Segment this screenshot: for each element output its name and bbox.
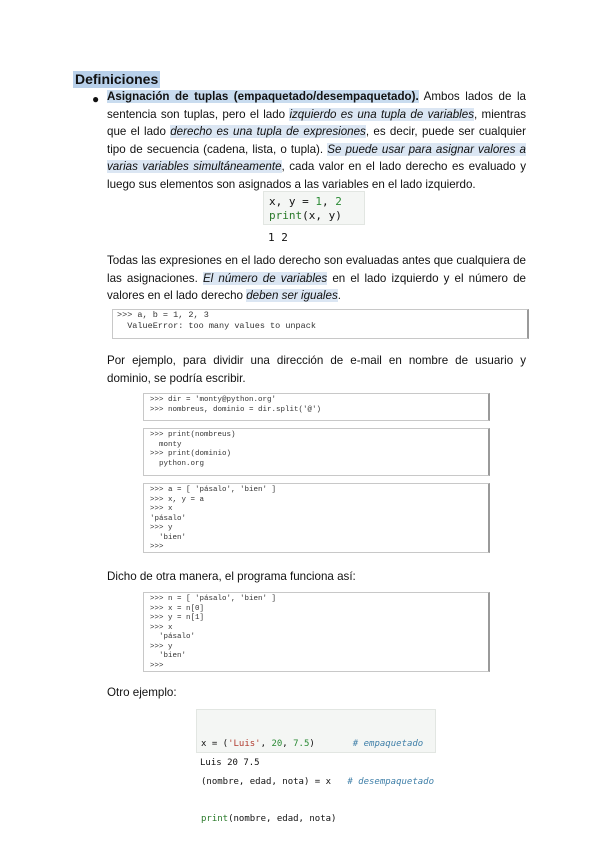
- code-output: 1 2: [268, 231, 288, 244]
- code-token: print: [269, 209, 303, 222]
- text-run: , mientras que el lado: [107, 107, 526, 138]
- code-box-list-unpack: [143, 483, 490, 553]
- code-token: 'Luis': [228, 739, 261, 749]
- highlight-left-side: izquierdo es una tupla de variables: [289, 107, 475, 121]
- code-line: >>> print(nombreus): [150, 431, 236, 439]
- code-line: ValueError: too many values to unpack: [117, 320, 316, 331]
- code-token: x, y: [269, 195, 296, 208]
- code-token: 7.5: [293, 739, 310, 749]
- code-token: print: [201, 814, 229, 824]
- code-box-split: [143, 393, 490, 421]
- paragraph-email-example: Por ejemplo, para dividir una dirección de e-mail en nombre de usuario y dominio, se podría escribir.: [107, 354, 526, 385]
- code-line: >>> a, b = 1, 2, 3: [117, 310, 209, 320]
- code-line: >>> x: [150, 505, 173, 513]
- paragraph-another-example: Otro ejemplo:: [107, 686, 177, 699]
- code-line: >>> print(dominio): [150, 450, 232, 458]
- code-snippet-tuple: [263, 191, 365, 225]
- code-token: (x, y): [302, 209, 342, 222]
- code-token: (nombre, edad, nota) = x: [201, 776, 348, 787]
- code-line: >>> x = n[0]: [150, 604, 205, 613]
- code-token: 2: [335, 195, 342, 208]
- code-token: 1: [315, 195, 322, 208]
- error-example-box: [112, 309, 529, 339]
- code-line: >>> y: [150, 524, 173, 532]
- code-box-print: [143, 428, 490, 476]
- code-line: [201, 738, 435, 751]
- code-token: ,: [322, 195, 336, 208]
- code-token: x = (: [201, 739, 229, 749]
- text-run: .: [337, 289, 341, 302]
- paragraph-otherwise: Dicho de otra manera, el programa funciona así:: [107, 570, 356, 583]
- section-heading: Definiciones: [75, 71, 159, 87]
- code-line: 'bien': [150, 652, 187, 660]
- code-line: python.org: [150, 459, 205, 468]
- code-line: >>> x: [150, 623, 173, 632]
- text-run: en el lado izquierdo y el número de valores en el lado derecho: [107, 271, 527, 302]
- text-run: Ambos lados de la sentencia son tuplas, pero el lado: [107, 90, 526, 121]
- code-line: >>> dir = 'monty@python.org': [150, 396, 277, 404]
- paragraph-evaluation: [107, 252, 526, 305]
- highlight-num-variables: El número de variables: [202, 271, 328, 285]
- code-box-index-assign: [143, 592, 490, 672]
- code-token: =: [295, 195, 316, 208]
- code-line: >>> x, y = a: [150, 495, 205, 504]
- bullet-marker: ●: [92, 92, 100, 106]
- code-comment: # empaquetado: [352, 739, 424, 749]
- paragraph-tuple-assignment: [107, 88, 526, 193]
- code-token: (nombre, edad, nota): [228, 814, 337, 824]
- code-token: ): [309, 739, 353, 749]
- code-line: >>>: [150, 661, 164, 670]
- highlight-multiple-assign: Se puede usar para asignar valores a varias variables simultáneamente: [107, 142, 526, 173]
- code-token: ,: [282, 739, 294, 749]
- code-snippet-pack-unpack: [196, 709, 436, 824]
- code-line: >>> n = [ 'pásalo', 'bien' ]: [150, 595, 277, 603]
- text-run: , cada valor en el lado derecho es evaluado y luego sus elementos son asignados a las variables en el lado izquierdo.: [107, 160, 526, 191]
- code-line: [269, 195, 364, 209]
- code-line: 'pásalo': [150, 633, 196, 641]
- code-line: >>> nombreus, dominio = dir.split('@'): [150, 405, 322, 414]
- code-line: >>> y = n[1]: [150, 614, 205, 622]
- code-line: >>> a = [ 'pásalo', 'bien' ]: [150, 486, 277, 494]
- code-line: [201, 776, 435, 789]
- code-line: 'pásalo': [150, 514, 187, 523]
- code-line: monty: [150, 440, 182, 449]
- code-line: 'bien': [150, 533, 187, 542]
- highlight-must-equal: deben ser iguales: [246, 289, 338, 302]
- code-token: 20: [271, 739, 283, 749]
- text-run: Todas las expresiones en el lado derecho son evaluadas antes que cualquiera de las asignaciones.: [107, 254, 526, 285]
- text-run: , es decir, puede ser cualquier tipo de secuencia (cadena, lista, o tupla).: [107, 125, 526, 156]
- code-line: [201, 813, 435, 826]
- code-comment: # desempaquetado: [347, 776, 435, 787]
- highlight-right-side: derecho es una tupla de expresiones: [170, 125, 366, 138]
- code-token: ,: [260, 739, 272, 749]
- code-line: [269, 209, 364, 223]
- code-output: Luis 20 7.5: [200, 758, 260, 768]
- code-line: >>> y: [150, 642, 173, 651]
- paragraph-title: Asignación de tuplas (empaquetado/desempaquetado).: [107, 90, 419, 103]
- code-line: >>>: [150, 543, 164, 551]
